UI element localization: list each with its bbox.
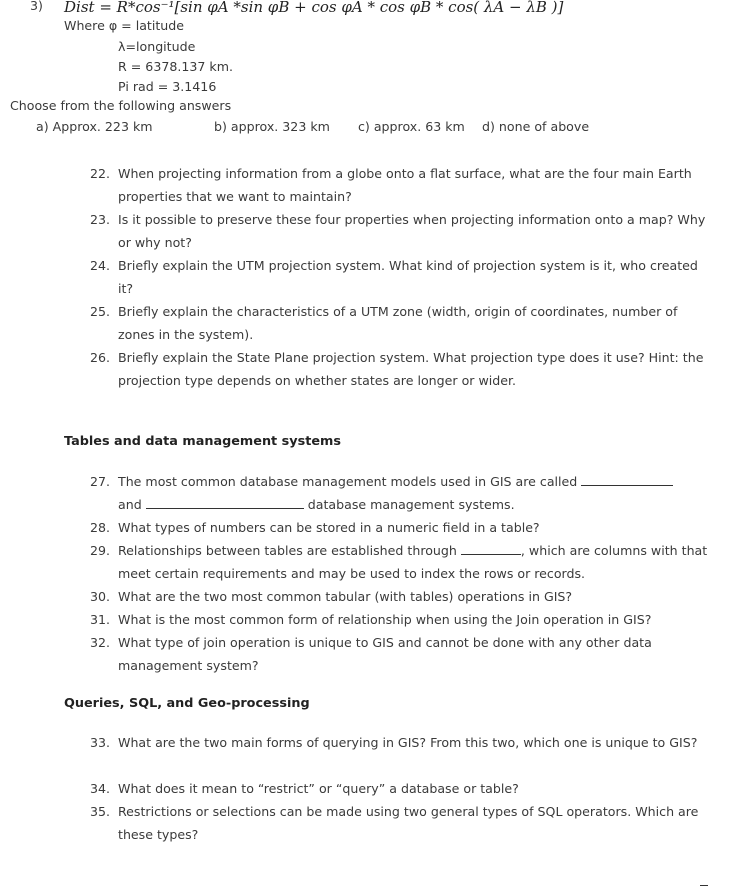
question-text: Is it possible to preserve these four properties when projecting information onto a map? Why or why not? [118,212,706,250]
question-text: Briefly explain the characteristics of a UTM zone (width, origin of coordinates, number of zones in the system). [118,304,678,342]
question-number: 34. [89,781,110,796]
question-text: Briefly explain the UTM projection system. What kind of projection system is it, who created it? [118,258,698,296]
formula-pi: Pi rad = 3.1416 [118,79,217,94]
formula-where-latitude: Where φ = latitude [64,18,185,33]
question-number: 27. [89,474,110,489]
question-number: 30. [89,589,110,604]
question-number: 29. [89,543,110,558]
question-number: 23. [89,212,110,227]
question-text: Restrictions or selections can be made using two general types of SQL operators. Which are these types? [118,804,699,842]
question-number: 33. [89,735,110,750]
answer-option-d: d) none of above [482,119,590,134]
question-text: What are the two most common tabular (with tables) operations in GIS? [118,589,573,604]
section-heading-tables: Tables and data management systems [64,434,341,449]
question-number: 31. [89,612,110,627]
question-number: 26. [89,350,110,365]
answer-blank[interactable] [146,497,304,509]
choose-prompt: Choose from the following answers [10,98,232,113]
question-text: Briefly explain the State Plane projection system. What projection type does it use? Hint: the projection type depends on whether states are longer or wider. [118,350,704,388]
question-text: What types of numbers can be stored in a numeric field in a table? [118,520,540,535]
question-text: What type of join operation is unique to GIS and cannot be done with any other data management system? [118,635,652,673]
question-number: 28. [89,520,110,535]
question-number: 32. [89,635,110,650]
question-number: 25. [89,304,110,319]
distance-formula: Dist = R*cos⁻¹[sin φA *sin φB + cos φA * cos φB * cos( λA − λB )] [64,0,564,16]
question-text: Relationships between tables are established through , which are columns with that meet certain requirements and may be used to index the rows or records. [118,543,708,581]
question-text: When projecting information from a globe onto a flat surface, what are the four main Earth properties that we want to maintain? [118,166,692,204]
formula-longitude: λ=longitude [118,39,196,54]
answer-blank[interactable] [461,543,521,555]
answer-option-c: c) approx. 63 km [358,119,465,134]
question-number: 35. [89,804,110,819]
formula-radius: R = 6378.137 km. [118,59,233,74]
question-text: What is the most common form of relationship when using the Join operation in GIS? [118,612,652,627]
question-text: The most common database management models used in GIS are called and database management systems. [118,470,708,516]
answer-blank[interactable] [581,474,673,486]
page-corner-mark [700,885,708,886]
question-number: 24. [89,258,110,273]
question-number: 22. [89,166,110,181]
formula-number: 3) [30,0,43,13]
section-heading-queries: Queries, SQL, and Geo-processing [64,696,310,711]
answer-option-b: b) approx. 323 km [214,119,330,134]
question-text: What does it mean to “restrict” or “query” a database or table? [118,781,519,796]
question-text: What are the two main forms of querying in GIS? From this two, which one is unique to GIS? [118,735,698,750]
answer-option-a: a) Approx. 223 km [36,119,153,134]
